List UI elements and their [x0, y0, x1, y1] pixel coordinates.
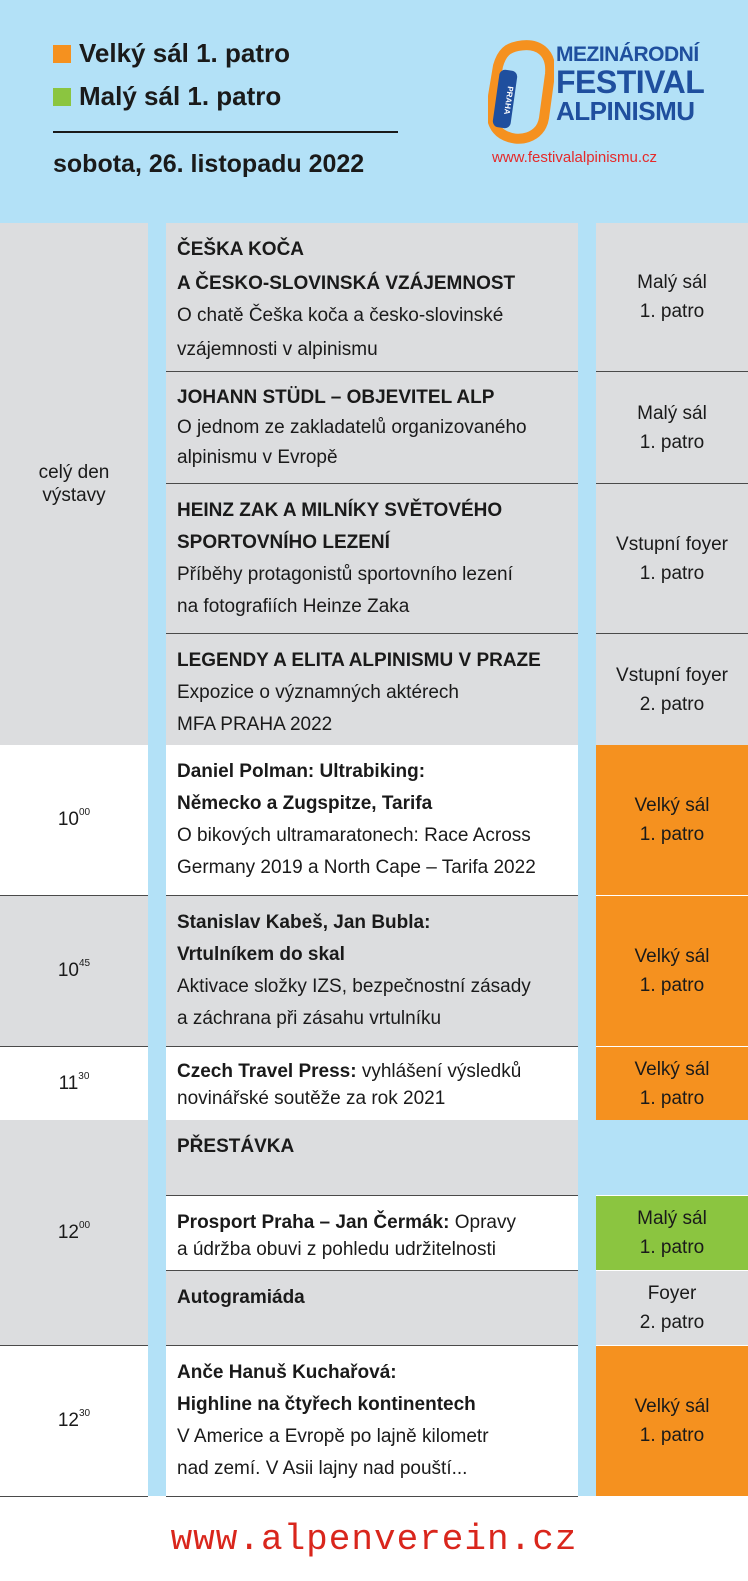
event-title: Autogramiáda — [177, 1287, 305, 1308]
header — [0, 0, 748, 223]
event-description: Germany 2019 a North Cape – Tarifa 2022 — [177, 857, 536, 878]
event-kucharova — [166, 1346, 578, 1496]
time-minutes: 45 — [79, 958, 91, 969]
time-minutes: 00 — [79, 807, 91, 818]
time-label — [58, 960, 90, 982]
room-name: Velký sál — [634, 1058, 710, 1080]
event-description: MFA PRAHA 2022 — [177, 714, 333, 735]
time-1000 — [0, 745, 148, 895]
exhibition-legendy — [166, 634, 578, 745]
room-name: Velký sál — [634, 1396, 710, 1417]
time-label — [58, 1070, 90, 1095]
room-name: Malý sál — [637, 1208, 707, 1229]
event-description: alpinismu v Evropě — [177, 447, 338, 468]
page-date: sobota, 26. listopadu 2022 — [53, 150, 365, 178]
time-minutes: 30 — [79, 1408, 91, 1419]
time-hour: 10 — [57, 960, 79, 981]
time-label — [58, 1410, 90, 1432]
room-name: Vstupní foyer — [616, 664, 728, 686]
event-title: Německo a Zugspitze, Tarifa — [177, 793, 433, 814]
event-title: A ČESKO-SLOVINSKÁ VZÁJEMNOST — [177, 273, 516, 294]
event-title: Highline na čtyřech kontinentech — [177, 1394, 476, 1415]
event-title: Anče Hanuš Kuchařová: — [177, 1362, 397, 1383]
event-description: novinářské soutěže za rok 2021 — [177, 1088, 446, 1109]
event-description: na fotografiích Heinze Zaka — [177, 596, 410, 617]
exhibition-ceska-koca — [166, 223, 578, 371]
room-name: Malý sál — [637, 402, 707, 424]
time-1230 — [0, 1346, 148, 1496]
room-floor: 1. patro — [639, 1237, 705, 1258]
room-floor: 1. patro — [639, 1087, 705, 1109]
room-cell — [596, 634, 748, 745]
event-title: JOHANN STÜDL – OBJEVITEL ALP — [177, 387, 495, 408]
room-cell — [596, 896, 748, 1046]
exhibition-johann-studl — [166, 372, 578, 483]
legend-item-maly-sal — [53, 81, 281, 112]
time-hour: 10 — [57, 809, 79, 830]
footer-url[interactable]: www.alpenverein.cz — [170, 1518, 578, 1560]
event-description: a záchrana při zásahu vrtulníku — [177, 1008, 442, 1029]
event-title: Czech Travel Press: — [177, 1061, 357, 1082]
separator-strip — [148, 223, 166, 1496]
event-description: V Americe a Evropě po lajně kilometr — [177, 1426, 489, 1447]
room-cell — [596, 1047, 748, 1120]
event-description: O bikových ultramaratonech: Race Across — [177, 825, 531, 846]
event-description: Příběhy protagonistů sportovního lezení — [177, 564, 513, 585]
time-hour: 12 — [57, 1410, 79, 1431]
logo-praha-text: PRAHA — [502, 85, 515, 116]
room-name: Velký sál — [634, 946, 710, 967]
logo-line2: FESTIVAL — [556, 64, 705, 100]
room-floor: 1. patro — [639, 301, 705, 322]
event-prestavka — [166, 1120, 578, 1195]
room-floor: 2. patro — [639, 1312, 705, 1333]
green-square-icon — [53, 88, 71, 106]
event-title: LEGENDY A ELITA ALPINISMU V PRAZE — [177, 650, 541, 671]
event-description: O chatě Češka koča a česko-slovinské — [177, 305, 504, 326]
event-czech-travel-press — [166, 1047, 578, 1120]
event-description: O jednom ze zakladatelů organizovaného — [177, 417, 527, 438]
event-description: Expozice o významných aktérech — [177, 682, 459, 703]
room-floor: 1. patro — [639, 1425, 705, 1446]
event-title: HEINZ ZAK A MILNÍKY SVĚTOVÉHO — [177, 500, 503, 521]
legend-item-velky-sal — [53, 38, 290, 69]
room-cell — [596, 1271, 748, 1345]
event-autogramiada — [166, 1271, 578, 1345]
event-description: vyhlášení výsledků — [356, 1061, 522, 1082]
room-floor: 1. patro — [639, 824, 705, 845]
logo-wordmark — [556, 44, 704, 124]
time-minutes: 00 — [79, 1219, 91, 1231]
time-label: celý den výstavy — [38, 462, 110, 506]
carabiner-logo-icon — [488, 40, 554, 144]
event-title: Daniel Polman: Ultrabiking: — [177, 761, 426, 782]
legend-label: Malý sál 1. patro — [79, 81, 282, 111]
room-name: Foyer — [647, 1283, 697, 1304]
logo-line1: MEZINÁRODNÍ — [556, 43, 699, 66]
event-description: vzájemnosti v alpinismu — [177, 339, 378, 360]
room-floor: 1. patro — [639, 562, 705, 584]
event-title: Vrtulníkem do skal — [177, 944, 345, 965]
event-description: nad zemí. V Asii lajny nad pouští... — [177, 1458, 468, 1479]
room-name: Velký sál — [634, 795, 710, 816]
time-hour: 12 — [57, 1221, 79, 1243]
room-name: Malý sál — [637, 272, 707, 293]
event-title: PŘESTÁVKA — [177, 1136, 295, 1157]
event-description: Aktivace složky IZS, bezpečnostní zásady — [177, 976, 531, 997]
room-cell — [596, 484, 748, 633]
time-1130 — [0, 1047, 148, 1120]
separator-strip — [578, 223, 596, 1496]
event-description: Opravy — [449, 1212, 516, 1233]
room-cell — [596, 223, 748, 371]
time-hour: 11 — [58, 1072, 79, 1094]
room-floor: 1. patro — [639, 975, 705, 996]
legend-label: Velký sál 1. patro — [79, 38, 291, 68]
event-polman — [166, 745, 578, 895]
event-title: Stanislav Kabeš, Jan Bubla: — [177, 912, 431, 933]
orange-square-icon — [53, 45, 71, 63]
event-description: a údržba obuvi z pohledu udržitelnosti — [177, 1239, 496, 1260]
logo-line3: ALPINISMU — [556, 96, 695, 126]
exhibition-heinz-zak — [166, 484, 578, 633]
footer — [0, 1497, 748, 1581]
room-cell — [596, 372, 748, 483]
room-cell — [596, 745, 748, 895]
event-title: ČEŠKA KOČA — [177, 239, 305, 260]
event-title: Prosport Praha – Jan Čermák: — [177, 1212, 450, 1233]
event-prosport — [166, 1196, 578, 1270]
time-minutes: 30 — [78, 1070, 90, 1082]
room-cell — [596, 1196, 748, 1270]
room-cell — [596, 1346, 748, 1496]
time-label — [58, 809, 90, 831]
time-allday — [0, 223, 148, 745]
time-label — [57, 1219, 91, 1244]
divider — [53, 131, 398, 133]
festival-url[interactable]: www.festivalalpinismu.cz — [492, 149, 658, 166]
event-kabes-bubla — [166, 896, 578, 1046]
room-floor: 1. patro — [639, 431, 705, 453]
room-floor: 2. patro — [639, 693, 705, 715]
room-name: Vstupní foyer — [616, 533, 728, 555]
time-1200 — [0, 1120, 148, 1345]
event-title: SPORTOVNÍHO LEZENÍ — [177, 532, 390, 553]
room-cell-empty — [596, 1120, 748, 1195]
time-1045 — [0, 896, 148, 1046]
